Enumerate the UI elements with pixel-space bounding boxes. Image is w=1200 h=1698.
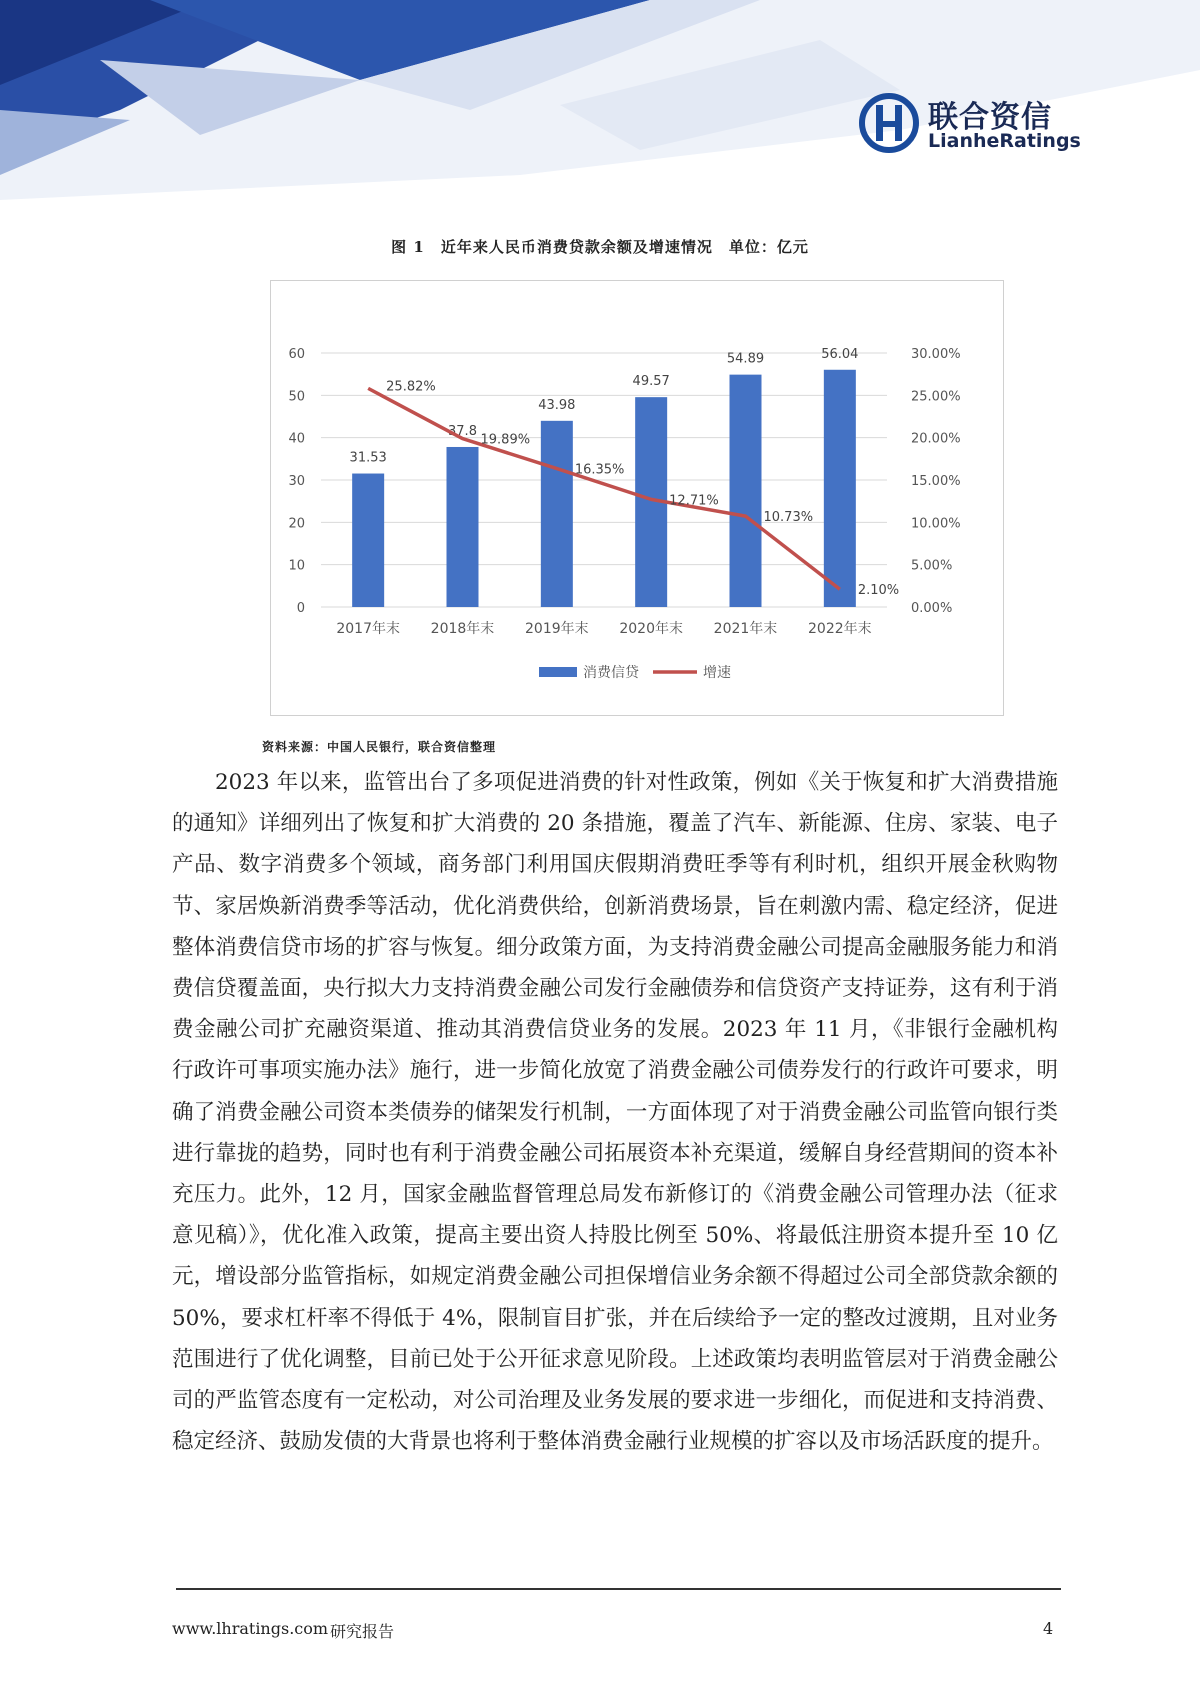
legend-bar-label: 消费信贷	[583, 665, 639, 681]
bar-value-label: 43.98	[538, 397, 576, 413]
right-axis-tick: 0.00%	[911, 601, 953, 616]
footer-divider	[176, 1588, 1061, 1590]
line-value-label: 10.73%	[763, 510, 814, 526]
x-axis-tick: 2021年末	[713, 621, 778, 637]
x-axis-tick: 2020年末	[619, 621, 683, 637]
x-axis-tick: 2022年末	[808, 621, 872, 637]
legend-bar-swatch	[539, 667, 577, 677]
line-value-label: 16.35%	[574, 462, 625, 478]
bar	[824, 370, 856, 607]
line-value-label: 2.10%	[857, 583, 900, 599]
logo-chinese-name: 联合资信	[928, 100, 1052, 135]
footer-report-type: 研究报告	[330, 1622, 395, 1641]
growth-line	[368, 388, 840, 589]
x-axis-tick: 2017年末	[336, 621, 400, 637]
line-value-label: 25.82%	[386, 379, 436, 395]
bar	[730, 375, 762, 607]
x-axis-tick: 2019年末	[525, 621, 589, 637]
legend-line-label: 增速	[703, 665, 731, 681]
figure-caption: 图 1 近年来人民币消费贷款余额及增速情况 单位：亿元	[391, 238, 809, 256]
left-axis-tick: 20	[288, 516, 305, 532]
bar-value-label: 49.57	[632, 374, 670, 390]
left-axis-tick: 0	[296, 601, 305, 616]
chart-container	[270, 280, 1004, 716]
right-axis-tick: 15.00%	[911, 474, 961, 489]
bar-value-label: 31.53	[349, 450, 387, 466]
left-axis-tick: 50	[288, 389, 305, 405]
right-axis-tick: 10.00%	[911, 516, 961, 532]
lianhe-logo-icon	[858, 92, 920, 154]
left-axis-tick: 10	[288, 558, 305, 574]
bar-value-label: 54.89	[726, 351, 765, 367]
left-axis-tick: 30	[288, 474, 305, 489]
bar-value-label: 56.04	[821, 346, 859, 362]
bar	[352, 474, 384, 607]
line-value-label: 19.89%	[480, 432, 531, 448]
right-axis-tick: 20.00%	[911, 431, 961, 447]
line-value-label: 12.71%	[669, 493, 719, 509]
logo-english-name: LianheRatings	[928, 130, 1081, 152]
right-axis-tick: 5.00%	[911, 558, 953, 574]
footer-website: www.lhratings.com	[172, 1619, 329, 1638]
x-axis-tick: 2018年末	[430, 621, 495, 637]
bar-value-label: 37.8	[448, 423, 477, 439]
right-axis-tick: 25.00%	[911, 389, 961, 405]
company-logo	[858, 88, 1081, 158]
bar	[541, 421, 573, 607]
body-paragraph: 2023 年以来，监管出台了多项促进消费的针对性政策，例如《关于恢复和扩大消费措施的通知》详细列出了恢复和扩大消费的 20 条措施，覆盖了汽车、新能源、住房、家装、电子产品、数字消费多个领域，商务部门利用国庆假期消费旺季等有利时机，组织开展金秋购物节、家居焕新消费季等活动，优化消费供给，创新消费场景，旨在刺激内需、稳定经济，促进整体消费信贷市场的扩容与恢复。细分政策方面，为支持消费金融公司提高金融服务能力和消费信贷覆盖面，央行拟大力支持消费金融公司发行金融债券和信贷资产支持证券，这有利于消费金融公司扩充融资渠道、推动其消费信贷业务的发展。2023 年 11 月，《非银行金融机构行政许可事项实施办法》施行，进一步简化放宽了消费金融公司债券发行的行政许可要求，明确了消费金融公司资本类债券的储架发行机制，一方面体现了对于消费金融公司监管向银行类进行靠拢的趋势，同时也有利于消费金融公司拓展资本补充渠道，缓解自身经营期间的资本补充压力。此外，12 月，国家金融监督管理总局发布新修订的《消费金融公司管理办法（征求意见稿）》，优化准入政策，提高主要出资人持股比例至 50%、将最低注册资本提升至 10 亿元，增设部分监管指标，如规定消费金融公司担保增信业务余额不得超过公司全部贷款余额的 50%，要求杠杆率不得低于 4%，限制盲目扩张，并在后续给予一定的整改过渡期，且对业务范围进行了优化调整，目前已处于公开征求意见阶段。上述政策均表明监管层对于消费金融公司的严监管态度有一定松动，对公司治理及业务发展的要求进一步细化，而促进和支持消费、稳定经济、鼓励发债的大背景也将利于整体消费金融行业规模的扩容以及市场活跃度的提升。	[172, 770, 1058, 1455]
left-axis-tick: 40	[288, 431, 305, 447]
left-axis-tick: 60	[288, 347, 305, 362]
page-number: 4	[1043, 1619, 1054, 1638]
loan-balance-chart	[271, 281, 1003, 715]
bar	[447, 447, 479, 607]
right-axis-tick: 30.00%	[911, 347, 961, 362]
figure-source: 资料来源：中国人民银行，联合资信整理	[262, 740, 497, 754]
